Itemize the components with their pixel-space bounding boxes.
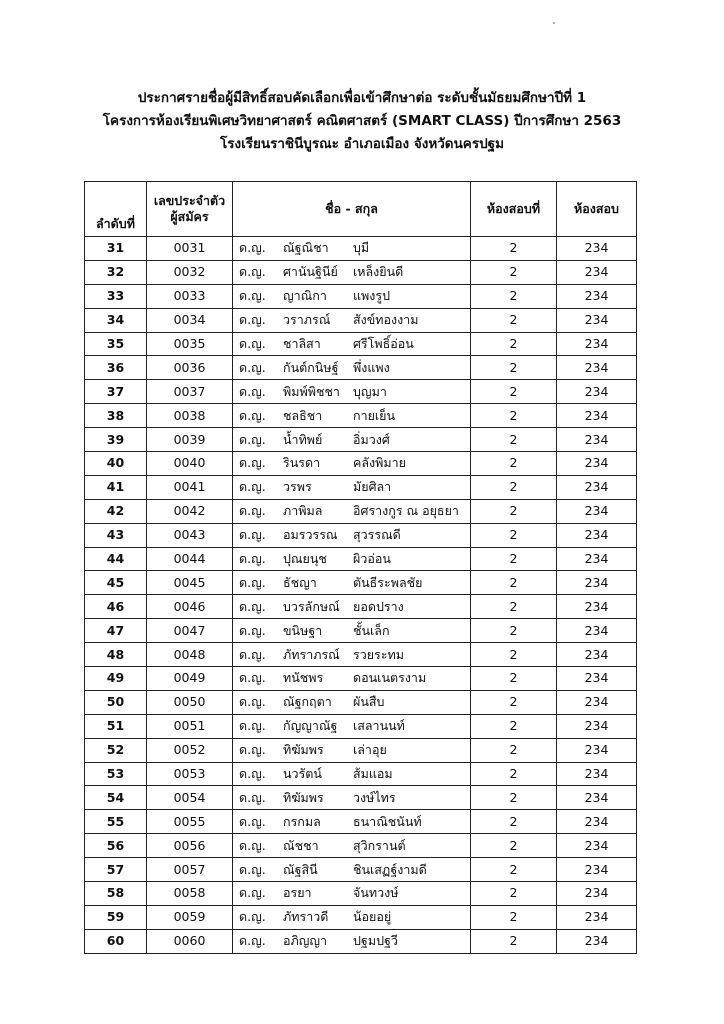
row-name	[233, 810, 471, 834]
row-last-name: ตันธีระพลชัย	[353, 574, 423, 590]
table-row	[85, 690, 637, 714]
row-name	[233, 356, 471, 380]
table-row	[85, 380, 637, 404]
row-first-name: วราภรณ์	[283, 312, 331, 328]
table-row	[85, 237, 637, 261]
row-first-name: พิมพ์พิชชา	[283, 383, 340, 399]
table-row	[85, 475, 637, 499]
row-application-number: 0036	[147, 356, 233, 380]
row-name	[233, 714, 471, 738]
row-exam-room-number: 2	[471, 475, 557, 499]
row-order: 55	[85, 810, 147, 834]
row-application-number: 0043	[147, 523, 233, 547]
row-order: 49	[85, 667, 147, 691]
row-exam-room-number: 2	[471, 929, 557, 953]
row-application-number: 0044	[147, 547, 233, 571]
row-application-number: 0053	[147, 762, 233, 786]
row-last-name: สังข์ทองงาม	[353, 312, 419, 328]
row-order: 31	[85, 237, 147, 261]
row-first-name: บวรลักษณ์	[283, 598, 340, 614]
row-name	[233, 547, 471, 571]
row-last-name: แพงรูป	[353, 288, 391, 304]
row-order: 52	[85, 738, 147, 762]
row-exam-room-number: 2	[471, 356, 557, 380]
row-exam-room-number: 2	[471, 667, 557, 691]
row-last-name: กายเย็น	[353, 407, 396, 423]
row-first-name: กันต์กนิษฐ์	[283, 359, 339, 375]
table-row	[85, 356, 637, 380]
row-application-number: 0032	[147, 260, 233, 284]
row-exam-room-number: 2	[471, 523, 557, 547]
row-last-name: พึ่งแพง	[353, 359, 390, 375]
row-last-name: ยอดปราง	[353, 598, 404, 614]
row-last-name: ศรีโพธิ์อ่อน	[353, 336, 414, 351]
row-first-name: น้ำทิพย์	[283, 431, 323, 447]
row-name-title: ด.ญ.	[239, 837, 266, 853]
row-name-title: ด.ญ.	[239, 861, 266, 877]
row-exam-room: 234	[557, 929, 637, 953]
row-exam-room-number: 2	[471, 834, 557, 858]
table-row	[85, 929, 637, 953]
row-exam-room: 234	[557, 619, 637, 643]
row-order: 47	[85, 619, 147, 643]
row-order: 34	[85, 308, 147, 332]
row-name-title: ด.ญ.	[239, 766, 266, 782]
table-row	[85, 810, 637, 834]
row-first-name: ณัฐกฤตา	[283, 694, 332, 710]
row-application-number: 0041	[147, 475, 233, 499]
table-row	[85, 499, 637, 523]
row-last-name: มัยศิลา	[353, 479, 392, 495]
table-header-row	[85, 182, 637, 237]
row-name	[233, 786, 471, 810]
row-name	[233, 571, 471, 595]
row-last-name: วงษ์ไทร	[353, 789, 396, 805]
row-last-name: ธนาณิชนันท์	[353, 813, 422, 829]
row-name-title: ด.ญ.	[239, 694, 266, 710]
row-last-name: ชินเสฏฐ์งามดี	[353, 861, 427, 877]
row-order: 57	[85, 858, 147, 882]
row-application-number: 0033	[147, 284, 233, 308]
row-last-name: คลังพิมาย	[353, 455, 406, 471]
row-first-name: นวรัตน์	[283, 766, 322, 782]
table-row	[85, 643, 637, 667]
row-application-number: 0039	[147, 428, 233, 452]
row-exam-room-number: 2	[471, 882, 557, 906]
row-exam-room-number: 2	[471, 905, 557, 929]
heading-line-2: โครงการห้องเรียนพิเศษวิทยาศาสตร์ คณิตศาสตร์ (SMART CLASS) ปีการศึกษา 2563	[102, 113, 622, 129]
row-application-number: 0056	[147, 834, 233, 858]
row-first-name: ขนิษฐา	[283, 622, 323, 638]
row-exam-room: 234	[557, 308, 637, 332]
row-order: 58	[85, 882, 147, 906]
row-name-title: ด.ญ.	[239, 598, 266, 614]
row-order: 46	[85, 595, 147, 619]
row-last-name: สุวิกรานต์	[353, 837, 406, 853]
row-application-number: 0034	[147, 308, 233, 332]
row-name	[233, 643, 471, 667]
row-exam-room-number: 2	[471, 332, 557, 356]
row-exam-room: 234	[557, 571, 637, 595]
row-application-number: 0047	[147, 619, 233, 643]
row-name-title: ด.ญ.	[239, 264, 266, 280]
row-application-number: 0050	[147, 690, 233, 714]
row-application-number: 0038	[147, 404, 233, 428]
row-order: 44	[85, 547, 147, 571]
row-name	[233, 284, 471, 308]
row-exam-room-number: 2	[471, 380, 557, 404]
row-name	[233, 905, 471, 929]
row-exam-room-number: 2	[471, 714, 557, 738]
row-name	[233, 499, 471, 523]
row-first-name: อมรวรรณ	[283, 527, 338, 543]
row-exam-room-number: 2	[471, 643, 557, 667]
row-name	[233, 690, 471, 714]
row-last-name: เสลานนท์	[353, 718, 405, 734]
row-name-title: ด.ญ.	[239, 789, 266, 805]
row-last-name: ปฐมปฐวี	[353, 933, 398, 949]
row-exam-room: 234	[557, 356, 637, 380]
row-name-title: ด.ญ.	[239, 551, 266, 567]
row-exam-room-number: 2	[471, 404, 557, 428]
row-name	[233, 260, 471, 284]
row-exam-room-number: 2	[471, 786, 557, 810]
row-exam-room-number: 2	[471, 284, 557, 308]
row-order: 41	[85, 475, 147, 499]
row-exam-room-number: 2	[471, 547, 557, 571]
row-exam-room-number: 2	[471, 499, 557, 523]
row-name-title: ด.ญ.	[239, 312, 266, 328]
row-exam-room: 234	[557, 523, 637, 547]
row-application-number: 0051	[147, 714, 233, 738]
row-exam-room: 234	[557, 786, 637, 810]
row-name	[233, 667, 471, 691]
row-name-title: ด.ญ.	[239, 359, 266, 375]
row-application-number: 0054	[147, 786, 233, 810]
row-first-name: กรกมล	[283, 813, 321, 829]
header-application-number	[147, 182, 233, 237]
row-exam-room-number: 2	[471, 428, 557, 452]
row-name-title: ด.ญ.	[239, 479, 266, 495]
table-row	[85, 260, 637, 284]
row-last-name: เล่าอุย	[353, 742, 387, 758]
row-order: 60	[85, 929, 147, 953]
candidate-table	[84, 181, 637, 954]
row-first-name: ศานันฐินีย์	[283, 264, 338, 280]
row-order: 36	[85, 356, 147, 380]
row-exam-room: 234	[557, 284, 637, 308]
row-exam-room: 234	[557, 643, 637, 667]
header-exam-room: ห้องสอบ	[557, 182, 637, 237]
row-order: 32	[85, 260, 147, 284]
row-exam-room-number: 2	[471, 308, 557, 332]
table-row	[85, 882, 637, 906]
table-row	[85, 308, 637, 332]
row-name	[233, 834, 471, 858]
row-order: 45	[85, 571, 147, 595]
row-first-name: ณัฐณิชา	[283, 240, 329, 256]
row-exam-room: 234	[557, 380, 637, 404]
row-first-name: ณัชชา	[283, 837, 319, 853]
row-name-title: ด.ญ.	[239, 407, 266, 423]
row-first-name: ชาลิสา	[283, 336, 321, 351]
row-first-name: ณัฐสินี	[283, 861, 318, 877]
row-exam-room-number: 2	[471, 762, 557, 786]
row-first-name: อภิญญา	[283, 933, 328, 949]
row-order: 42	[85, 499, 147, 523]
row-last-name: อิ่มวงศ์	[353, 431, 390, 447]
row-name-title: ด.ญ.	[239, 646, 266, 662]
row-name	[233, 858, 471, 882]
row-application-number: 0052	[147, 738, 233, 762]
row-application-number: 0059	[147, 905, 233, 929]
row-application-number: 0055	[147, 810, 233, 834]
row-name	[233, 332, 471, 356]
row-name	[233, 380, 471, 404]
row-name-title: ด.ญ.	[239, 885, 266, 901]
table-row	[85, 858, 637, 882]
row-exam-room-number: 2	[471, 260, 557, 284]
row-order: 48	[85, 643, 147, 667]
row-last-name: น้อยอยู่	[353, 909, 392, 925]
row-name	[233, 738, 471, 762]
table-row	[85, 667, 637, 691]
row-name	[233, 237, 471, 261]
header-application-number-line-2: ผู้สมัคร	[170, 209, 209, 224]
row-last-name: ผันสืบ	[353, 694, 385, 710]
row-application-number: 0057	[147, 858, 233, 882]
row-application-number: 0037	[147, 380, 233, 404]
row-exam-room-number: 2	[471, 858, 557, 882]
row-exam-room: 234	[557, 810, 637, 834]
row-exam-room: 234	[557, 834, 637, 858]
table-row	[85, 905, 637, 929]
row-exam-room-number: 2	[471, 237, 557, 261]
row-first-name: ทิฆัมพร	[283, 742, 324, 758]
row-application-number: 0049	[147, 667, 233, 691]
row-name	[233, 619, 471, 643]
row-application-number: 0045	[147, 571, 233, 595]
row-name	[233, 428, 471, 452]
row-first-name: ญาณิกา	[283, 288, 327, 304]
row-name-title: ด.ญ.	[239, 718, 266, 734]
row-first-name: กัญญาณัฐ	[283, 718, 338, 734]
table-row	[85, 786, 637, 810]
table-row	[85, 404, 637, 428]
row-exam-room: 234	[557, 260, 637, 284]
row-exam-room: 234	[557, 547, 637, 571]
row-first-name: ภาพิมล	[283, 503, 323, 519]
row-last-name: สุวรรณดี	[353, 527, 401, 543]
row-exam-room: 234	[557, 905, 637, 929]
row-application-number: 0046	[147, 595, 233, 619]
row-name-title: ด.ญ.	[239, 503, 266, 519]
table-row	[85, 714, 637, 738]
row-first-name: อรยา	[283, 885, 312, 901]
table-row	[85, 595, 637, 619]
row-application-number: 0048	[147, 643, 233, 667]
row-name	[233, 452, 471, 476]
row-exam-room: 234	[557, 332, 637, 356]
row-order: 53	[85, 762, 147, 786]
row-application-number: 0035	[147, 332, 233, 356]
row-name-title: ด.ญ.	[239, 288, 266, 304]
table-row	[85, 428, 637, 452]
row-application-number: 0031	[147, 237, 233, 261]
row-exam-room: 234	[557, 428, 637, 452]
row-last-name: บุมี	[353, 240, 370, 256]
row-name	[233, 762, 471, 786]
row-application-number: 0060	[147, 929, 233, 953]
heading-line-1: ประกาศรายชื่อผู้มีสิทธิ์สอบคัดเลือกเพื่อเข้าศึกษาต่อ ระดับชั้นมัธยมศึกษาปีที่ 1	[137, 90, 587, 106]
row-first-name: ทนัชพร	[283, 670, 324, 686]
header-order: ลำดับที่	[85, 182, 147, 237]
row-name-title: ด.ญ.	[239, 383, 266, 399]
table-row	[85, 547, 637, 571]
row-name-title: ด.ญ.	[239, 240, 266, 256]
table-row	[85, 284, 637, 308]
row-last-name: ชั้นเล็ก	[353, 622, 390, 638]
table-row	[85, 523, 637, 547]
row-name-title: ด.ญ.	[239, 431, 266, 447]
row-last-name: บุญมา	[353, 383, 387, 399]
row-name-title: ด.ญ.	[239, 813, 266, 829]
row-exam-room-number: 2	[471, 738, 557, 762]
row-order: 39	[85, 428, 147, 452]
row-first-name: วรพร	[283, 479, 312, 495]
row-name-title: ด.ญ.	[239, 742, 266, 758]
row-order: 35	[85, 332, 147, 356]
row-first-name: ธัชญา	[283, 574, 317, 590]
row-last-name: เหล็งยินดี	[353, 264, 404, 280]
row-exam-room: 234	[557, 858, 637, 882]
row-name	[233, 404, 471, 428]
row-exam-room: 234	[557, 714, 637, 738]
table-row	[85, 571, 637, 595]
row-order: 43	[85, 523, 147, 547]
row-name	[233, 929, 471, 953]
row-order: 54	[85, 786, 147, 810]
row-exam-room-number: 2	[471, 595, 557, 619]
table-row	[85, 332, 637, 356]
row-exam-room: 234	[557, 762, 637, 786]
row-name	[233, 308, 471, 332]
row-order: 40	[85, 452, 147, 476]
row-exam-room: 234	[557, 404, 637, 428]
row-order: 56	[85, 834, 147, 858]
row-first-name: ทิฆัมพร	[283, 789, 324, 805]
header-name: ชื่อ - สกุล	[233, 182, 471, 237]
header-application-number-line-1: เลขประจำตัว	[153, 193, 226, 208]
row-name	[233, 523, 471, 547]
row-last-name: อิศรางกูร ณ อยุธยา	[353, 503, 459, 519]
row-exam-room-number: 2	[471, 619, 557, 643]
row-order: 37	[85, 380, 147, 404]
table-row	[85, 834, 637, 858]
row-order: 38	[85, 404, 147, 428]
table-row	[85, 762, 637, 786]
row-exam-room: 234	[557, 499, 637, 523]
row-first-name: ชลธิชา	[283, 407, 323, 423]
scan-speck	[553, 22, 555, 24]
row-first-name: รินรดา	[283, 455, 321, 471]
row-exam-room-number: 2	[471, 571, 557, 595]
row-first-name: ภัทราวดี	[283, 909, 329, 925]
heading-line-3: โรงเรียนราชินีบูรณะ อำเภอเมือง จังหวัดนครปฐม	[219, 136, 504, 152]
row-last-name: จันทวงษ์	[353, 885, 399, 901]
row-order: 59	[85, 905, 147, 929]
row-exam-room: 234	[557, 237, 637, 261]
row-application-number: 0040	[147, 452, 233, 476]
row-name	[233, 595, 471, 619]
row-last-name: รวยระทม	[353, 646, 404, 662]
row-first-name: ภัทราภรณ์	[283, 646, 340, 662]
row-name-title: ด.ญ.	[239, 527, 266, 543]
row-name	[233, 882, 471, 906]
row-name-title: ด.ญ.	[239, 622, 266, 638]
row-exam-room-number: 2	[471, 690, 557, 714]
row-application-number: 0042	[147, 499, 233, 523]
row-exam-room: 234	[557, 882, 637, 906]
row-first-name: ปุณยนุช	[283, 551, 327, 567]
row-exam-room: 234	[557, 667, 637, 691]
row-application-number: 0058	[147, 882, 233, 906]
row-last-name: ส้มแอม	[353, 766, 393, 782]
row-order: 51	[85, 714, 147, 738]
table-row	[85, 452, 637, 476]
row-name-title: ด.ญ.	[239, 909, 266, 925]
row-exam-room-number: 2	[471, 810, 557, 834]
row-name-title: ด.ญ.	[239, 455, 266, 471]
row-name-title: ด.ญ.	[239, 336, 266, 351]
header-exam-room-number: ห้องสอบที่	[471, 182, 557, 237]
row-exam-room: 234	[557, 738, 637, 762]
row-exam-room: 234	[557, 452, 637, 476]
row-order: 50	[85, 690, 147, 714]
table-row	[85, 738, 637, 762]
row-exam-room: 234	[557, 595, 637, 619]
row-exam-room-number: 2	[471, 452, 557, 476]
row-last-name: ผิวอ่อน	[353, 551, 391, 567]
row-last-name: ดอนเนตรงาม	[353, 670, 427, 686]
row-exam-room: 234	[557, 475, 637, 499]
announcement-heading	[0, 88, 724, 157]
row-order: 33	[85, 284, 147, 308]
row-name-title: ด.ญ.	[239, 933, 266, 949]
row-name-title: ด.ญ.	[239, 670, 266, 686]
row-name	[233, 475, 471, 499]
row-name-title: ด.ญ.	[239, 574, 266, 590]
table-row	[85, 619, 637, 643]
row-exam-room: 234	[557, 690, 637, 714]
